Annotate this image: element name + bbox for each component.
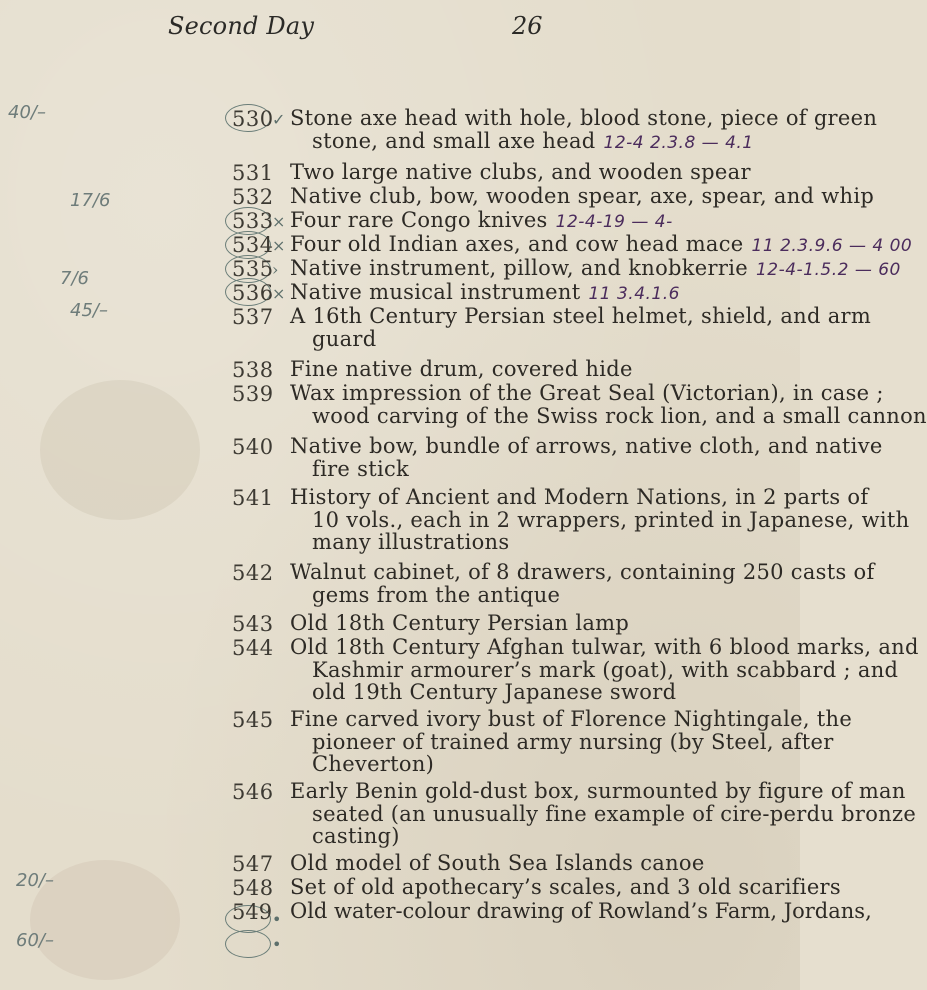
lot-description-line: Early Benin gold-dust box, surmounted by figure of man xyxy=(290,779,906,803)
lot-description xyxy=(290,232,913,258)
lot-description-line: old 19th Century Japanese sword xyxy=(312,680,677,704)
page-number: 26 xyxy=(512,12,543,40)
lot-description-line: Old water-colour drawing of Rowland’s Farm, Jordans, xyxy=(290,899,872,923)
lot-description-line: stone, and small axe head 12-4 2.3.8 — 4.1 xyxy=(312,128,754,153)
margin-price-note: 60/– xyxy=(16,930,54,951)
lot-description-line: gems from the antique xyxy=(312,582,561,607)
lot-number: 541 xyxy=(232,486,274,510)
lot-description xyxy=(290,707,853,776)
lot-number: 536 xyxy=(232,281,274,305)
lot-description-line: wood carving of the Swiss rock lion, and a small cannon xyxy=(312,403,927,428)
lot-description-line: Native bow, bundle of arrows, native cloth, and native xyxy=(290,434,883,458)
lot-description xyxy=(290,875,841,899)
lot-description-line: History of Ancient and Modern Nations, in 2 parts of xyxy=(290,485,869,509)
lot-description xyxy=(290,485,910,554)
lot-description-line: 10 vols., each in 2 wrappers, printed in Japanese, with xyxy=(312,507,910,532)
lot-number: 546 xyxy=(232,780,274,804)
lot-number: 549 xyxy=(232,900,273,924)
margin-price-note: 20/– xyxy=(16,870,54,891)
lot-number: 544 xyxy=(232,636,274,660)
lot-description xyxy=(290,161,810,184)
lot-number: 534 xyxy=(232,233,274,257)
lot-description xyxy=(290,635,919,704)
lot-number: 533 xyxy=(232,209,274,233)
lot-number: 545 xyxy=(232,708,274,732)
lot-description xyxy=(290,779,917,848)
tick-mark-icon: × xyxy=(272,284,286,303)
lot-description xyxy=(290,900,872,923)
lot-description-line: pioneer of trained army nursing (by Steel, after xyxy=(312,729,834,754)
lot-description xyxy=(290,184,875,208)
margin-price-note: 40/– xyxy=(8,102,46,123)
lot-number: 548 xyxy=(232,876,274,900)
paper-stain xyxy=(40,380,200,520)
handwritten-price-annotation: 11 2.3.9.6 — 4 00 xyxy=(751,236,913,256)
lot-description xyxy=(290,434,883,481)
lot-description-line: many illustrations xyxy=(312,530,510,554)
lot-description-line: casting) xyxy=(312,824,400,848)
lot-description-line: Native instrument, pillow, and knobkerrie 12-4-1.5.2 — 60 xyxy=(290,256,901,280)
tick-mark-icon: × xyxy=(272,236,286,255)
lot-description-line: Stone axe head with hole, blood stone, piece of green xyxy=(290,106,878,130)
lower-lot-block xyxy=(0,899,872,990)
lot-description xyxy=(290,256,901,282)
lot-description xyxy=(290,612,810,635)
lot-number: 531 xyxy=(232,161,274,185)
lot-description xyxy=(290,209,810,234)
tick-mark-icon: • xyxy=(272,910,282,929)
lot-description-line: fire stick xyxy=(312,456,410,481)
page-header-section: Second Day xyxy=(168,12,315,40)
lot-description-line: Old 18th Century Afghan tulwar, with 6 blood marks, and xyxy=(290,635,919,659)
lot-description xyxy=(290,281,810,306)
tick-mark-icon: ✓ xyxy=(272,110,286,129)
lot-description-line: Cheverton) xyxy=(312,752,435,776)
tick-mark-icon: › xyxy=(272,260,279,279)
lot-description xyxy=(290,560,875,607)
margin-price-note: 17/6 xyxy=(70,190,111,211)
tick-mark-icon: • xyxy=(272,935,282,954)
lot-description-line: Set of old apothecary’s scales, and 3 old scarifiers xyxy=(290,875,841,899)
margin-price-note: 7/6 xyxy=(60,268,89,289)
lot-description-line: Four old Indian axes, and cow head mace 11 2.3.9.6 — 4 00 xyxy=(290,232,913,256)
lot-number: 530 xyxy=(232,107,274,131)
lot-number: 532 xyxy=(232,185,274,209)
lot-number: 542 xyxy=(232,561,274,585)
lot-number: 539 xyxy=(232,382,274,406)
lot-description-line: Four rare Congo knives 12-4-19 — 4- xyxy=(290,208,673,232)
lot-number: 540 xyxy=(232,435,274,459)
handwritten-price-annotation: 11 3.4.1.6 xyxy=(588,284,680,304)
lot-description-line: A 16th Century Persian steel helmet, shield, and arm xyxy=(290,304,872,328)
lot-description-line: Wax impression of the Great Seal (Victorian), in case ; xyxy=(290,381,884,405)
lot-description xyxy=(290,381,927,428)
lot-number: 538 xyxy=(232,358,274,382)
lot-description xyxy=(290,106,878,154)
lot-description-line: Native musical instrument 11 3.4.1.6 xyxy=(290,280,680,304)
lot-description xyxy=(290,304,872,351)
margin-price-note: 45/– xyxy=(70,300,108,321)
lot-description xyxy=(290,852,810,875)
handwritten-price-annotation: 12-4 2.3.8 — 4.1 xyxy=(603,132,754,153)
lot-number: 543 xyxy=(232,612,274,636)
lot-description-line: Fine carved ivory bust of Florence Nightingale, the xyxy=(290,707,853,731)
lot-description-line: guard xyxy=(312,326,377,351)
lot-description-line: Two large native clubs, and wooden spear xyxy=(290,160,751,184)
lot-description-line: Kashmir armourer’s mark (goat), with scabbard ; and xyxy=(312,657,899,682)
lot-number: 537 xyxy=(232,305,274,329)
lot-number: 535 xyxy=(232,257,274,281)
lot-description-line: seated (an unusually fine example of cire-perdu bronze xyxy=(312,801,917,826)
lot-description-line: Native club, bow, wooden spear, axe, spear, and whip xyxy=(290,184,875,208)
lot-number: 547 xyxy=(232,852,274,876)
lot-description-line: Walnut cabinet, of 8 drawers, containing 250 casts of xyxy=(290,560,875,584)
handwritten-price-annotation: 12-4-1.5.2 — 60 xyxy=(755,260,901,280)
tick-mark-icon: × xyxy=(272,212,286,231)
lot-description xyxy=(290,358,810,381)
handwritten-price-annotation: 12-4-19 — 4- xyxy=(555,212,673,232)
lot-description-line: Old 18th Century Persian lamp xyxy=(290,611,630,635)
lot-description-line: Old model of South Sea Islands canoe xyxy=(290,851,705,875)
lot-description-line: Fine native drum, covered hide xyxy=(290,357,633,381)
